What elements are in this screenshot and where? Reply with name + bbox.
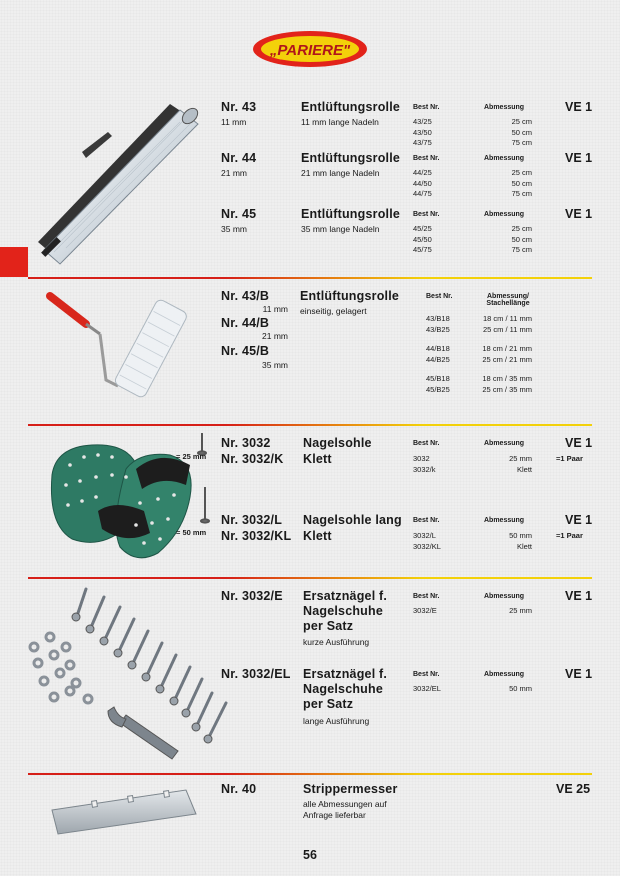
abmessung: 25 cm / 11 mm [482,324,532,334]
best-nr: 3032/k [413,464,436,474]
abmessung-group [462,314,532,335]
pair-label: =1 Paar [556,531,583,540]
item-nr: Nr. 43 [221,100,257,114]
item-nr: Nr. 3032 [221,436,271,450]
best-nr-group [426,314,450,335]
abmessung: 25 cm / 35 mm [482,384,532,394]
best-nr-header: Best Nr. [413,155,440,162]
product-title: Entlüftungsrolle [301,151,401,165]
abmessung: 25 mm [509,454,532,463]
best-nr: 43/75 [413,138,432,147]
nail-length-label: = 50 mm [176,528,207,537]
best-nr: 45/25 [413,224,432,233]
best-nr: 45/75 [413,245,432,254]
abmessung: 25 cm [511,117,532,126]
item-nr: Nr. 3032/K [221,452,284,466]
abmessung-header: Abmessung [484,671,525,678]
product-title-block [303,667,387,712]
product-desc-block [303,799,387,821]
stripper-blade-image [50,784,200,840]
product-title: Klett [303,529,332,543]
best-nr: 44/50 [413,178,432,188]
abmessung: 50 cm [511,127,532,137]
ve-label: VE 1 [565,667,593,681]
product-desc: alle Abmessungen auf [303,799,387,809]
abmessung-header-line: Abmessung/ [486,293,529,300]
abmessung-header-line: Stachellänge [486,300,530,307]
best-nr-header: Best Nr. [413,671,440,678]
ve-label: VE 1 [565,513,593,527]
best-nr: 44/25 [413,168,432,177]
product-title-block [303,589,387,634]
page-number: 56 [303,848,317,862]
brand-name: „PARIERE" [269,42,351,59]
abmessung: 18 cm / 35 mm [482,374,532,383]
abmessung-list [480,224,532,256]
abmessung: 75 cm [511,138,532,147]
item-nr: Nr. 44/B [221,316,270,330]
best-nr-list [413,117,473,149]
best-nr: 45/B25 [426,384,450,394]
ve-label: VE 25 [556,782,591,796]
ve-label: VE 1 [565,436,593,450]
needle-size: 35 mm [221,224,247,234]
best-nr-header: Best Nr. [426,293,453,300]
best-nr: 3032 [413,454,430,463]
best-nr: 44/75 [413,189,432,198]
best-nr: 3032/EL [413,684,441,693]
abmessung-header: Abmessung [484,155,525,162]
nail-length-label: = 25 mm [176,452,207,461]
product-title: Klett [303,452,332,466]
abmessung: 75 cm [511,245,532,254]
product-title: Nagelsohle [303,436,372,450]
product-desc: kurze Ausführung [303,637,370,647]
abmessung-list [480,168,532,200]
item-nr: Nr. 3032/E [221,589,283,603]
best-nr: 3032/KL [413,541,441,551]
best-nr-group [426,344,450,365]
item-nr: Nr. 3032/L [221,513,283,527]
abmessung: 50 mm [509,684,532,693]
item-nr: Nr. 43/B [221,289,270,303]
product-title-line: Nagelschuhe [303,682,384,696]
red-page-tab [0,247,28,277]
abmessung-header: Abmessung [484,593,525,600]
pair-label: =1 Paar [556,454,583,463]
product-title: Entlüftungsrolle [301,100,401,114]
abmessung-header: Abmessung [484,104,525,111]
abmessung: 25 cm [511,224,532,233]
item-nr: Nr. 3032/EL [221,667,291,681]
best-nr: 43/B25 [426,324,450,334]
needle-size: 21 mm [221,168,247,178]
needle-size: 11 mm [262,304,288,314]
nail-sole-image [40,425,220,575]
abmessung-list [480,454,532,475]
ve-label: VE 1 [565,207,593,221]
best-nr-header: Best Nr. [413,517,440,524]
needle-size: 21 mm [262,331,288,341]
needle-size: 11 mm [221,117,247,127]
best-nr: 44/B18 [426,344,450,353]
best-nr: 44/B25 [426,354,450,364]
item-nr: Nr. 3032/KL [221,529,292,543]
product-title-line: per Satz [303,697,354,711]
best-nr-list [413,224,473,256]
product-desc: 11 mm lange Nadeln [301,117,379,127]
abmessung-header: Abmessung [484,211,525,218]
replacement-nails-image [28,585,228,765]
best-nr-list [413,531,441,552]
aeration-roller-image [30,92,210,272]
product-title-line: Ersatznägel f. [303,589,388,603]
abmessung: 18 cm / 11 mm [482,314,532,323]
abmessung: 18 cm / 21 mm [482,344,532,353]
product-title: Entlüftungsrolle [300,289,400,303]
abmessung-header [468,293,548,307]
abmessung: 50 mm [509,531,532,540]
needle-size: 35 mm [262,360,288,370]
abmessung: 25 cm [511,168,532,177]
abmessung: 25 mm [509,606,532,615]
best-nr: 3032/E [413,606,437,615]
abmessung: 25 cm / 21 mm [482,354,532,364]
best-nr-list [413,454,436,475]
abmessung-header: Abmessung [484,440,525,447]
abmessung-list [480,531,532,552]
product-desc: einseitig, gelagert [300,306,367,316]
best-nr-list [413,168,473,200]
product-title-line: per Satz [303,619,354,633]
product-title: Entlüftungsrolle [301,207,401,221]
best-nr-group [426,374,450,395]
best-nr: 43/B18 [426,314,450,323]
brand-logo [252,30,368,68]
best-nr-header: Best Nr. [413,593,440,600]
section-divider [28,577,592,579]
abmessung: 50 cm [511,178,532,188]
product-title: Strippermesser [303,782,398,796]
best-nr-header: Best Nr. [413,211,440,218]
ve-label: VE 1 [565,151,593,165]
product-desc: Anfrage lieferbar [303,810,366,820]
best-nr: 43/25 [413,117,432,126]
ve-label: VE 1 [565,100,593,114]
item-nr: Nr. 45 [221,207,257,221]
best-nr: 45/B18 [426,374,450,383]
product-title-line: Ersatznägel f. [303,667,388,681]
product-desc: 21 mm lange Nadeln [301,168,380,178]
item-nr: Nr. 45/B [221,344,270,358]
best-nr: 45/50 [413,234,432,244]
abmessung-list [480,117,532,149]
abmessung-group [462,344,532,365]
product-desc: lange Ausführung [303,716,370,726]
abmessung-group [462,374,532,395]
product-title-line: Nagelschuhe [303,604,384,618]
abmessung: 50 cm [511,234,532,244]
best-nr: 43/50 [413,127,432,137]
abmessung: Klett [516,464,532,474]
best-nr: 3032/L [413,531,436,540]
small-roller-image [40,288,190,413]
product-desc: 35 mm lange Nadeln [301,224,380,234]
item-nr: Nr. 40 [221,782,257,796]
section-divider [28,277,592,279]
product-title: Nagelsohle lang [303,513,402,527]
abmessung: Klett [516,541,532,551]
section-divider [28,773,592,775]
ve-label: VE 1 [565,589,593,603]
item-nr: Nr. 44 [221,151,257,165]
abmessung: 75 cm [511,189,532,198]
best-nr-header: Best Nr. [413,440,440,447]
best-nr-header: Best Nr. [413,104,440,111]
abmessung-header: Abmessung [484,517,525,524]
